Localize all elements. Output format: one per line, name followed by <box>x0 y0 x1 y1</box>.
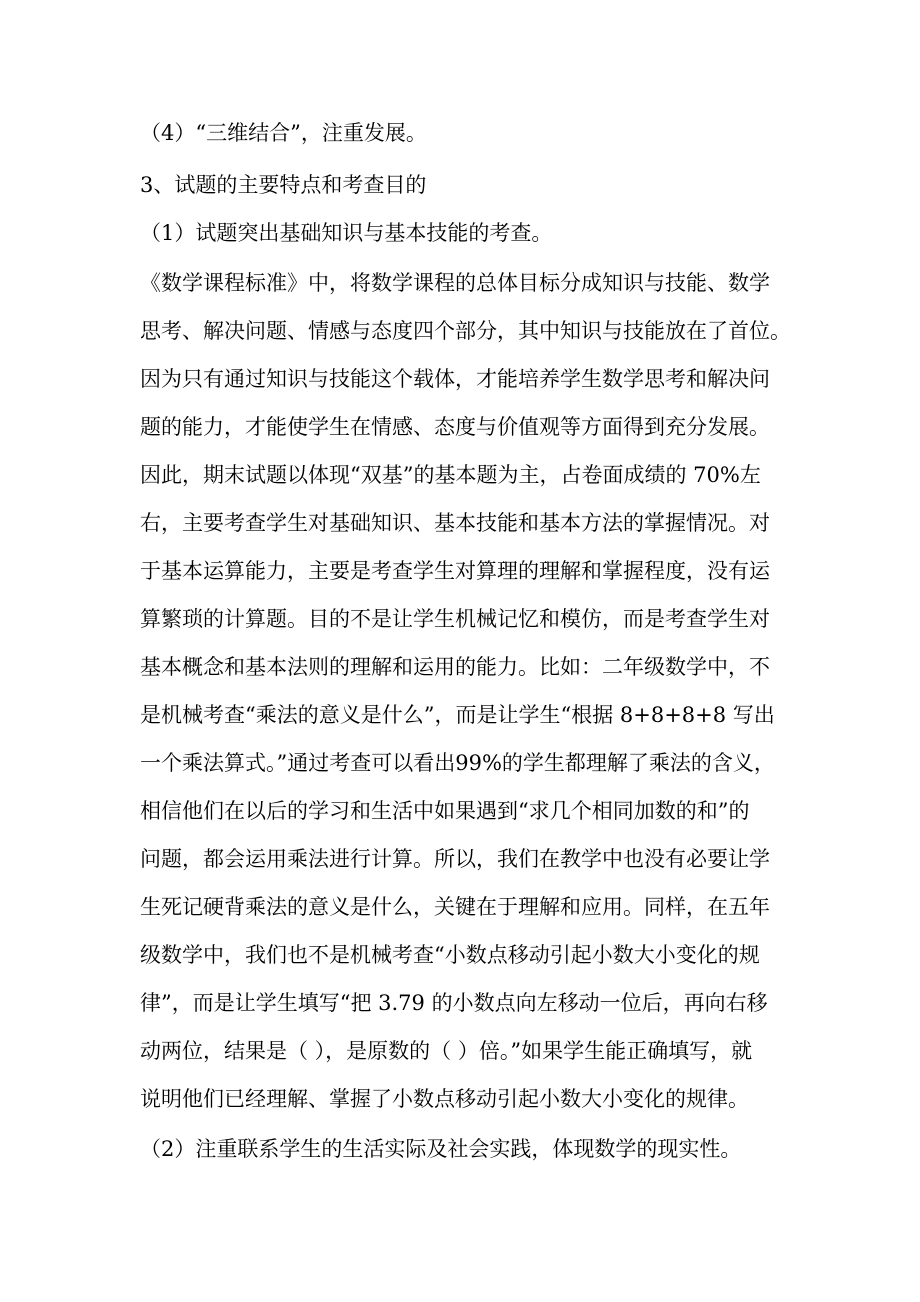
text-line: 因此，期末试题以体现“双基”的基本题为主，占卷面成绩的 70%左 <box>140 463 761 487</box>
text-line: 右，主要考查学生对基础知识、基本技能和基本方法的掌握情况。对 <box>140 511 770 535</box>
text-line: （4）“三维结合”，注重发展。 <box>140 121 427 145</box>
text-line: 级数学中，我们也不是机械考查“小数点移动引起小数大小变化的规 <box>140 943 760 967</box>
text-line: 一个乘法算式。”通过考查可以看出99%的学生都理解了乘法的含义， <box>140 751 775 775</box>
text-line: 问题，都会运用乘法进行计算。所以，我们在教学中也没有必要让学 <box>140 847 770 871</box>
text-line: 算繁琐的计算题。目的不是让学生机械记忆和模仿，而是考查学生对 <box>140 607 770 631</box>
section-heading: 3、试题的主要特点和考查目的 <box>140 173 427 197</box>
text-line: 动两位，结果是（ ），是原数的（ ）倍。”如果学生能正确填写，就 <box>140 1039 753 1063</box>
text-line: 于基本运算能力，主要是考查学生对算理的理解和掌握程度，没有运 <box>140 559 770 583</box>
text-line: 是机械考查“乘法的意义是什么”，而是让学生“根据 8+8+8+8 写出 <box>140 703 775 727</box>
text-line: 《数学课程标准》中，将数学课程的总体目标分成知识与技能、数学 <box>140 271 770 295</box>
text-line: 律”，而是让学生填写“把 3.79 的小数点向左移动一位后，再向右移 <box>140 991 768 1015</box>
text-line: 基本概念和基本法则的理解和运用的能力。比如：二年级数学中，不 <box>140 655 770 679</box>
text-line: 因为只有通过知识与技能这个载体，才能培养学生数学思考和解决问 <box>140 367 770 391</box>
text-line: 思考、解决问题、情感与态度四个部分，其中知识与技能放在了首位。 <box>140 319 791 343</box>
text-line: 生死记硬背乘法的意义是什么，关键在于理解和应用。同样，在五年 <box>140 895 770 919</box>
subsection-heading: （1）试题突出基础知识与基本技能的考查。 <box>140 221 553 245</box>
text-line: 题的能力，才能使学生在情感、态度与价值观等方面得到充分发展。 <box>140 415 770 439</box>
subsection-heading: （2）注重联系学生的生活实际及社会实践，体现数学的现实性。 <box>140 1137 742 1161</box>
text-line: 相信他们在以后的学习和生活中如果遇到“求几个相同加数的和”的 <box>140 799 750 823</box>
text-line: 说明他们已经理解、掌握了小数点移动引起小数大小变化的规律。 <box>140 1087 749 1111</box>
